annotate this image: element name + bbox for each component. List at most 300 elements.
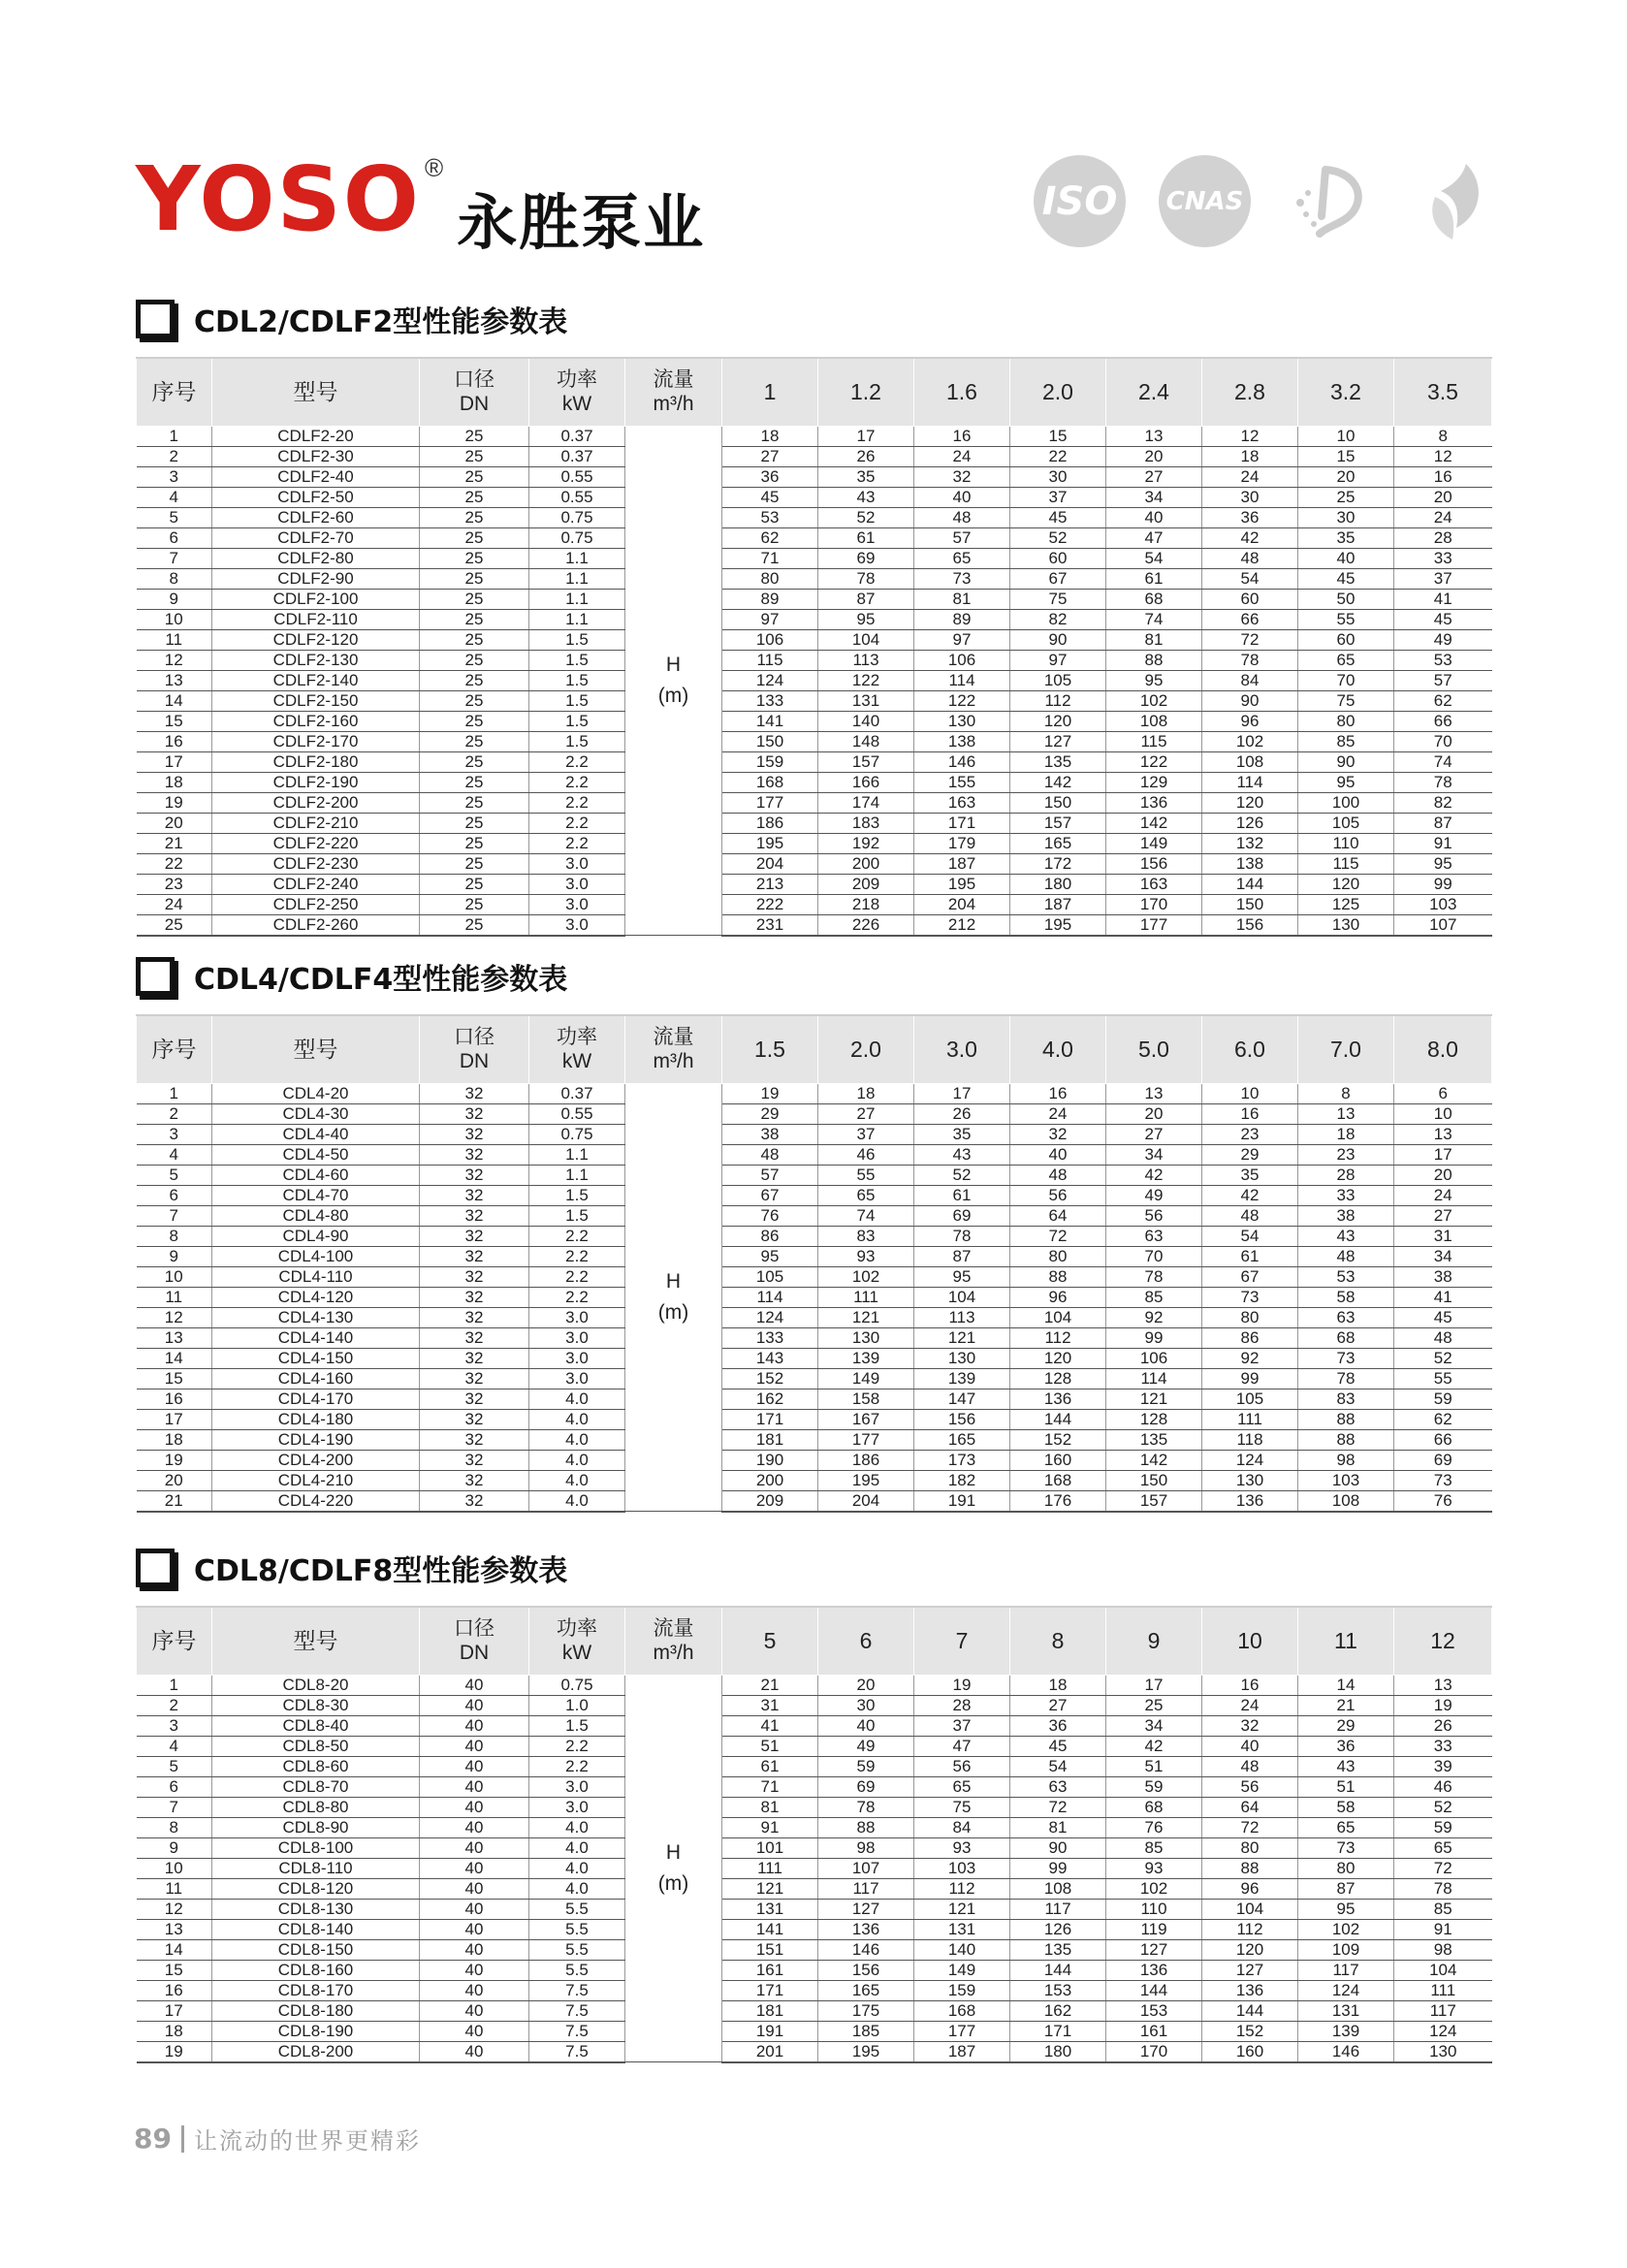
model-cell: CDL8-110: [212, 1858, 420, 1878]
model-cell: CDL4-110: [212, 1266, 420, 1287]
head-value-cell: 74: [1394, 751, 1492, 772]
table-title: CDL4/CDLF4型性能参数表: [194, 963, 568, 997]
flow-value-header: 2.0: [1010, 358, 1106, 426]
table-title: CDL2/CDLF2型性能参数表: [194, 305, 568, 339]
dn-cell: 40: [420, 1960, 529, 1980]
head-value-cell: 191: [914, 1490, 1010, 1512]
head-value-cell: 18: [722, 426, 818, 446]
dn-cell: 40: [420, 1878, 529, 1899]
head-value-cell: 15: [1010, 426, 1106, 446]
dn-cell: 25: [420, 711, 529, 731]
head-value-cell: 40: [914, 487, 1010, 507]
seq-cell: 16: [137, 1980, 212, 2000]
head-value-cell: 36: [722, 466, 818, 487]
head-value-cell: 80: [1298, 711, 1394, 731]
table-row: [137, 711, 1492, 731]
dn-cell: 32: [420, 1205, 529, 1226]
head-value-cell: 80: [1010, 1246, 1106, 1266]
head-value-cell: 20: [1298, 466, 1394, 487]
head-value-cell: 107: [1394, 914, 1492, 936]
head-value-cell: 186: [722, 813, 818, 833]
model-cell: CDL4-190: [212, 1429, 420, 1450]
head-value-cell: 28: [1394, 527, 1492, 548]
head-value-cell: 139: [818, 1348, 914, 1368]
head-value-cell: 175: [818, 2000, 914, 2021]
head-value-cell: 111: [722, 1858, 818, 1878]
table-row: [137, 853, 1492, 874]
head-value-cell: 108: [1298, 1490, 1394, 1512]
model-cell: CDLF2-180: [212, 751, 420, 772]
checkbox-square-icon: [136, 957, 175, 996]
head-value-cell: 161: [1106, 2021, 1202, 2041]
table-row: [137, 670, 1492, 690]
head-value-cell: 62: [1394, 1409, 1492, 1429]
head-value-cell: 87: [914, 1246, 1010, 1266]
flow-value-header: 2.8: [1202, 358, 1298, 426]
head-value-cell: 124: [1394, 2021, 1492, 2041]
table-row: [137, 487, 1492, 507]
head-value-cell: 72: [1394, 1858, 1492, 1878]
head-value-cell: 40: [1298, 548, 1394, 568]
power-cell: 1.5: [529, 731, 625, 751]
head-value-cell: 27: [1010, 1695, 1106, 1715]
head-value-cell: 191: [722, 2021, 818, 2041]
table-row: [137, 1103, 1492, 1124]
model-cell: CDL4-50: [212, 1144, 420, 1165]
head-value-cell: 34: [1106, 1144, 1202, 1165]
model-cell: CDLF2-140: [212, 670, 420, 690]
dn-cell: 25: [420, 527, 529, 548]
head-value-cell: 88: [1298, 1409, 1394, 1429]
head-value-cell: 186: [818, 1450, 914, 1470]
head-value-cell: 8: [1298, 1083, 1394, 1103]
head-value-cell: 54: [1010, 1756, 1106, 1776]
head-value-cell: 81: [914, 589, 1010, 609]
head-value-cell: 168: [1010, 1470, 1106, 1490]
brand-name-en: YOSO: [136, 147, 422, 251]
head-value-cell: 27: [1394, 1205, 1492, 1226]
head-value-cell: 126: [1010, 1919, 1106, 1939]
head-value-cell: 13: [1298, 1103, 1394, 1124]
model-cell: CDLF2-210: [212, 813, 420, 833]
head-value-cell: 226: [818, 914, 914, 936]
seq-cell: 6: [137, 1776, 212, 1797]
head-value-cell: 48: [1202, 1205, 1298, 1226]
head-value-cell: 24: [914, 446, 1010, 466]
model-cell: CDLF2-20: [212, 426, 420, 446]
table-row: [137, 1837, 1492, 1858]
head-value-cell: 60: [1298, 629, 1394, 650]
power-cell: 1.5: [529, 690, 625, 711]
model-cell: CDL8-40: [212, 1715, 420, 1736]
head-value-cell: 181: [722, 1429, 818, 1450]
model-cell: CDLF2-160: [212, 711, 420, 731]
dn-cell: 25: [420, 813, 529, 833]
head-value-cell: 103: [914, 1858, 1010, 1878]
head-value-cell: 51: [1106, 1756, 1202, 1776]
head-value-cell: 84: [1202, 670, 1298, 690]
table-row: [137, 813, 1492, 833]
head-value-cell: 108: [1106, 711, 1202, 731]
head-value-cell: 177: [914, 2021, 1010, 2041]
head-value-cell: 120: [1010, 711, 1106, 731]
table-section-cdl2: [136, 291, 1491, 937]
head-value-cell: 61: [1202, 1246, 1298, 1266]
table-row: [137, 466, 1492, 487]
head-value-cell: 105: [722, 1266, 818, 1287]
dn-header: 口径 DN: [420, 1607, 529, 1675]
head-value-cell: 171: [914, 813, 1010, 833]
seq-cell: 5: [137, 1756, 212, 1776]
head-value-cell: 63: [1106, 1226, 1202, 1246]
head-value-cell: 173: [914, 1450, 1010, 1470]
head-value-cell: 51: [722, 1736, 818, 1756]
model-cell: CDL8-190: [212, 2021, 420, 2041]
head-value-cell: 70: [1298, 670, 1394, 690]
table-row: [137, 1858, 1492, 1878]
flow-value-header: 10: [1202, 1607, 1298, 1675]
head-value-cell: 37: [818, 1124, 914, 1144]
head-value-cell: 162: [722, 1389, 818, 1409]
head-value-cell: 87: [818, 589, 914, 609]
head-value-cell: 76: [722, 1205, 818, 1226]
head-value-cell: 13: [1394, 1124, 1492, 1144]
model-cell: CDL8-50: [212, 1736, 420, 1756]
power-cell: 3.0: [529, 1327, 625, 1348]
head-value-cell: 55: [1298, 609, 1394, 629]
head-value-cell: 45: [1394, 609, 1492, 629]
head-value-cell: 45: [1394, 1307, 1492, 1327]
seq-cell: 19: [137, 2041, 212, 2062]
head-value-cell: 17: [1394, 1144, 1492, 1165]
head-value-cell: 149: [1106, 833, 1202, 853]
head-value-cell: 65: [1298, 650, 1394, 670]
head-value-cell: 106: [722, 629, 818, 650]
head-value-cell: 69: [1394, 1450, 1492, 1470]
head-value-cell: 91: [1394, 1919, 1492, 1939]
head-value-cell: 12: [1202, 426, 1298, 446]
power-cell: 2.2: [529, 772, 625, 792]
table-row: [137, 1960, 1492, 1980]
head-value-cell: 53: [1298, 1266, 1394, 1287]
head-value-cell: 32: [1202, 1715, 1298, 1736]
head-value-cell: 67: [722, 1185, 818, 1205]
head-value-cell: 218: [818, 894, 914, 914]
seq-cell: 17: [137, 751, 212, 772]
seq-cell: 13: [137, 1327, 212, 1348]
head-value-cell: 49: [818, 1736, 914, 1756]
head-value-cell: 75: [1010, 589, 1106, 609]
head-value-cell: 27: [1106, 1124, 1202, 1144]
dn-cell: 32: [420, 1389, 529, 1409]
head-value-cell: 88: [1202, 1858, 1298, 1878]
model-cell: CDL8-80: [212, 1797, 420, 1817]
dn-cell: 25: [420, 670, 529, 690]
model-cell: CDL8-20: [212, 1675, 420, 1695]
power-cell: 1.1: [529, 568, 625, 589]
head-value-cell: 31: [1394, 1226, 1492, 1246]
head-value-cell: 120: [1010, 1348, 1106, 1368]
head-value-cell: 69: [914, 1205, 1010, 1226]
table-row: [137, 2021, 1492, 2041]
head-value-cell: 27: [818, 1103, 914, 1124]
head-value-cell: 34: [1106, 487, 1202, 507]
power-cell: 1.5: [529, 1205, 625, 1226]
seq-cell: 14: [137, 1939, 212, 1960]
head-value-cell: 102: [1106, 1878, 1202, 1899]
power-cell: 3.0: [529, 1368, 625, 1389]
power-cell: 3.0: [529, 1797, 625, 1817]
power-cell: 2.2: [529, 1736, 625, 1756]
seq-cell: 2: [137, 446, 212, 466]
head-value-cell: 52: [818, 507, 914, 527]
head-value-cell: 141: [722, 711, 818, 731]
head-value-cell: 187: [914, 2041, 1010, 2062]
head-value-cell: 60: [1202, 589, 1298, 609]
model-cell: CDLF2-240: [212, 874, 420, 894]
seq-cell: 3: [137, 1124, 212, 1144]
seq-cell: 22: [137, 853, 212, 874]
dn-cell: 40: [420, 2021, 529, 2041]
head-value-cell: 20: [1106, 446, 1202, 466]
head-value-cell: 130: [914, 711, 1010, 731]
model-cell: CDLF2-130: [212, 650, 420, 670]
head-value-cell: 171: [1010, 2021, 1106, 2041]
head-value-cell: 26: [1394, 1715, 1492, 1736]
seq-cell: 2: [137, 1103, 212, 1124]
head-value-cell: 124: [722, 1307, 818, 1327]
model-cell: CDL4-180: [212, 1409, 420, 1429]
head-value-cell: 86: [722, 1226, 818, 1246]
head-value-cell: 120: [1202, 1939, 1298, 1960]
power-cell: 2.2: [529, 1266, 625, 1287]
head-value-cell: 58: [1298, 1287, 1394, 1307]
head-value-cell: 52: [1010, 527, 1106, 548]
dn-cell: 25: [420, 446, 529, 466]
head-value-cell: 140: [914, 1939, 1010, 1960]
head-value-cell: 76: [1394, 1490, 1492, 1512]
flow-header: 流量 m³/h: [625, 358, 722, 426]
dn-cell: 32: [420, 1348, 529, 1368]
power-cell: 5.5: [529, 1899, 625, 1919]
seq-cell: 9: [137, 589, 212, 609]
head-value-cell: 156: [1106, 853, 1202, 874]
table-row: [137, 426, 1492, 446]
head-value-cell: 16: [914, 426, 1010, 446]
head-value-cell: 36: [1298, 1736, 1394, 1756]
head-value-cell: 108: [1010, 1878, 1106, 1899]
head-value-cell: 67: [1202, 1266, 1298, 1287]
head-value-cell: 45: [722, 487, 818, 507]
head-value-cell: 23: [1298, 1144, 1394, 1165]
head-value-cell: 40: [1106, 507, 1202, 527]
table-row: [137, 1246, 1492, 1266]
head-value-cell: 153: [1010, 1980, 1106, 2000]
table-row: [137, 690, 1492, 711]
head-value-cell: 30: [818, 1695, 914, 1715]
dn-cell: 32: [420, 1327, 529, 1348]
flow-value-header: 5: [722, 1607, 818, 1675]
seq-cell: 5: [137, 507, 212, 527]
head-value-cell: 53: [1394, 650, 1492, 670]
head-value-cell: 43: [818, 487, 914, 507]
head-value-cell: 98: [1298, 1450, 1394, 1470]
head-value-cell: 170: [1106, 2041, 1202, 2062]
head-value-cell: 35: [818, 466, 914, 487]
head-value-cell: 141: [722, 1919, 818, 1939]
head-value-cell: 90: [1202, 690, 1298, 711]
model-cell: CDLF2-90: [212, 568, 420, 589]
power-cell: 2.2: [529, 751, 625, 772]
model-cell: CDLF2-200: [212, 792, 420, 813]
head-value-cell: 70: [1106, 1246, 1202, 1266]
table-row: [137, 1287, 1492, 1307]
power-cell: 3.0: [529, 1307, 625, 1327]
seq-cell: 13: [137, 1919, 212, 1939]
head-value-cell: 81: [722, 1797, 818, 1817]
model-cell: CDL4-60: [212, 1165, 420, 1185]
flow-value-header: 8.0: [1394, 1015, 1492, 1083]
footer-slogan: 让流动的世界更精彩: [193, 2127, 421, 2155]
head-value-cell: 17: [914, 1083, 1010, 1103]
head-value-cell: 34: [1394, 1246, 1492, 1266]
head-value-cell: 121: [722, 1878, 818, 1899]
head-value-cell: 32: [914, 466, 1010, 487]
table-body: [137, 1083, 1492, 1512]
head-value-cell: 148: [818, 731, 914, 751]
power-cell: 2.2: [529, 833, 625, 853]
head-value-cell: 118: [1202, 1429, 1298, 1450]
head-value-cell: 150: [1202, 894, 1298, 914]
head-value-cell: 58: [1298, 1797, 1394, 1817]
head-value-cell: 16: [1202, 1103, 1298, 1124]
flow-header: 流量 m³/h: [625, 1607, 722, 1675]
head-value-cell: 105: [1298, 813, 1394, 833]
head-value-cell: 96: [1202, 711, 1298, 731]
table-row: [137, 1409, 1492, 1429]
dn-cell: 32: [420, 1266, 529, 1287]
head-value-cell: 38: [1394, 1266, 1492, 1287]
head-value-cell: 93: [1106, 1858, 1202, 1878]
model-cell: CDL8-130: [212, 1899, 420, 1919]
dn-cell: 40: [420, 1858, 529, 1878]
head-value-cell: 150: [1010, 792, 1106, 813]
head-value-cell: 130: [1298, 914, 1394, 936]
head-value-cell: 165: [818, 1980, 914, 2000]
head-value-cell: 110: [1298, 833, 1394, 853]
table-row: [137, 1185, 1492, 1205]
head-value-cell: 46: [818, 1144, 914, 1165]
head-value-cell: 163: [914, 792, 1010, 813]
model-cell: CDL4-90: [212, 1226, 420, 1246]
head-value-cell: 89: [914, 609, 1010, 629]
head-value-cell: 36: [1010, 1715, 1106, 1736]
table-row: [137, 1226, 1492, 1246]
head-value-cell: 23: [1202, 1124, 1298, 1144]
dn-cell: 32: [420, 1409, 529, 1429]
head-value-cell: 57: [914, 527, 1010, 548]
dn-cell: 25: [420, 548, 529, 568]
head-value-cell: 209: [818, 874, 914, 894]
head-value-cell: 140: [818, 711, 914, 731]
model-cell: CDL8-180: [212, 2000, 420, 2021]
seq-header: 序号: [137, 1015, 212, 1083]
table-row: [137, 629, 1492, 650]
head-value-cell: 29: [722, 1103, 818, 1124]
head-value-cell: 33: [1394, 1736, 1492, 1756]
seq-cell: 4: [137, 1144, 212, 1165]
head-value-cell: 73: [1202, 1287, 1298, 1307]
seq-cell: 11: [137, 1287, 212, 1307]
flow-value-header: 7.0: [1298, 1015, 1394, 1083]
flow-value-header: 3.5: [1394, 358, 1492, 426]
head-value-cell: 104: [1394, 1960, 1492, 1980]
head-value-cell: 48: [1202, 1756, 1298, 1776]
table-row: [137, 1776, 1492, 1797]
head-value-cell: 112: [914, 1878, 1010, 1899]
head-value-cell: 144: [1202, 874, 1298, 894]
head-value-cell: 157: [1010, 813, 1106, 833]
head-value-cell: 99: [1394, 874, 1492, 894]
head-value-cell: 53: [722, 507, 818, 527]
head-value-cell: 102: [1298, 1919, 1394, 1939]
model-cell: CDLF2-120: [212, 629, 420, 650]
flow-value-header: 6: [818, 1607, 914, 1675]
flow-value-header: 3.0: [914, 1015, 1010, 1083]
table-row: [137, 650, 1492, 670]
head-value-cell: 177: [818, 1429, 914, 1450]
head-value-cell: 84: [914, 1817, 1010, 1837]
head-value-cell: 35: [914, 1124, 1010, 1144]
dn-cell: 40: [420, 1756, 529, 1776]
seq-cell: 17: [137, 1409, 212, 1429]
power-cell: 7.5: [529, 2021, 625, 2041]
seq-cell: 16: [137, 1389, 212, 1409]
head-value-cell: 130: [1202, 1470, 1298, 1490]
dn-cell: 32: [420, 1368, 529, 1389]
head-value-cell: 83: [818, 1226, 914, 1246]
power-cell: 4.0: [529, 1490, 625, 1512]
head-value-cell: 125: [1298, 894, 1394, 914]
head-value-cell: 48: [1010, 1165, 1106, 1185]
head-value-cell: 158: [818, 1389, 914, 1409]
head-value-cell: 131: [914, 1919, 1010, 1939]
seq-header: 序号: [137, 358, 212, 426]
dn-cell: 40: [420, 1899, 529, 1919]
head-value-cell: 54: [1202, 1226, 1298, 1246]
head-value-cell: 45: [1298, 568, 1394, 589]
head-value-cell: 87: [1298, 1878, 1394, 1899]
seq-cell: 24: [137, 894, 212, 914]
flow-value-header: 7: [914, 1607, 1010, 1675]
table-row: [137, 1980, 1492, 2000]
dn-cell: 25: [420, 507, 529, 527]
head-value-cell: 139: [1298, 2021, 1394, 2041]
head-value-cell: 135: [1010, 1939, 1106, 1960]
table-row: [137, 1939, 1492, 1960]
head-value-cell: 66: [1202, 609, 1298, 629]
seq-cell: 15: [137, 1368, 212, 1389]
head-value-cell: 50: [1298, 589, 1394, 609]
head-value-cell: 98: [1394, 1939, 1492, 1960]
head-value-cell: 33: [1394, 548, 1492, 568]
dn-cell: 40: [420, 1797, 529, 1817]
seq-cell: 20: [137, 813, 212, 833]
head-value-cell: 130: [818, 1327, 914, 1348]
head-value-cell: 117: [1298, 1960, 1394, 1980]
table-row: [137, 527, 1492, 548]
dn-cell: 40: [420, 1939, 529, 1960]
